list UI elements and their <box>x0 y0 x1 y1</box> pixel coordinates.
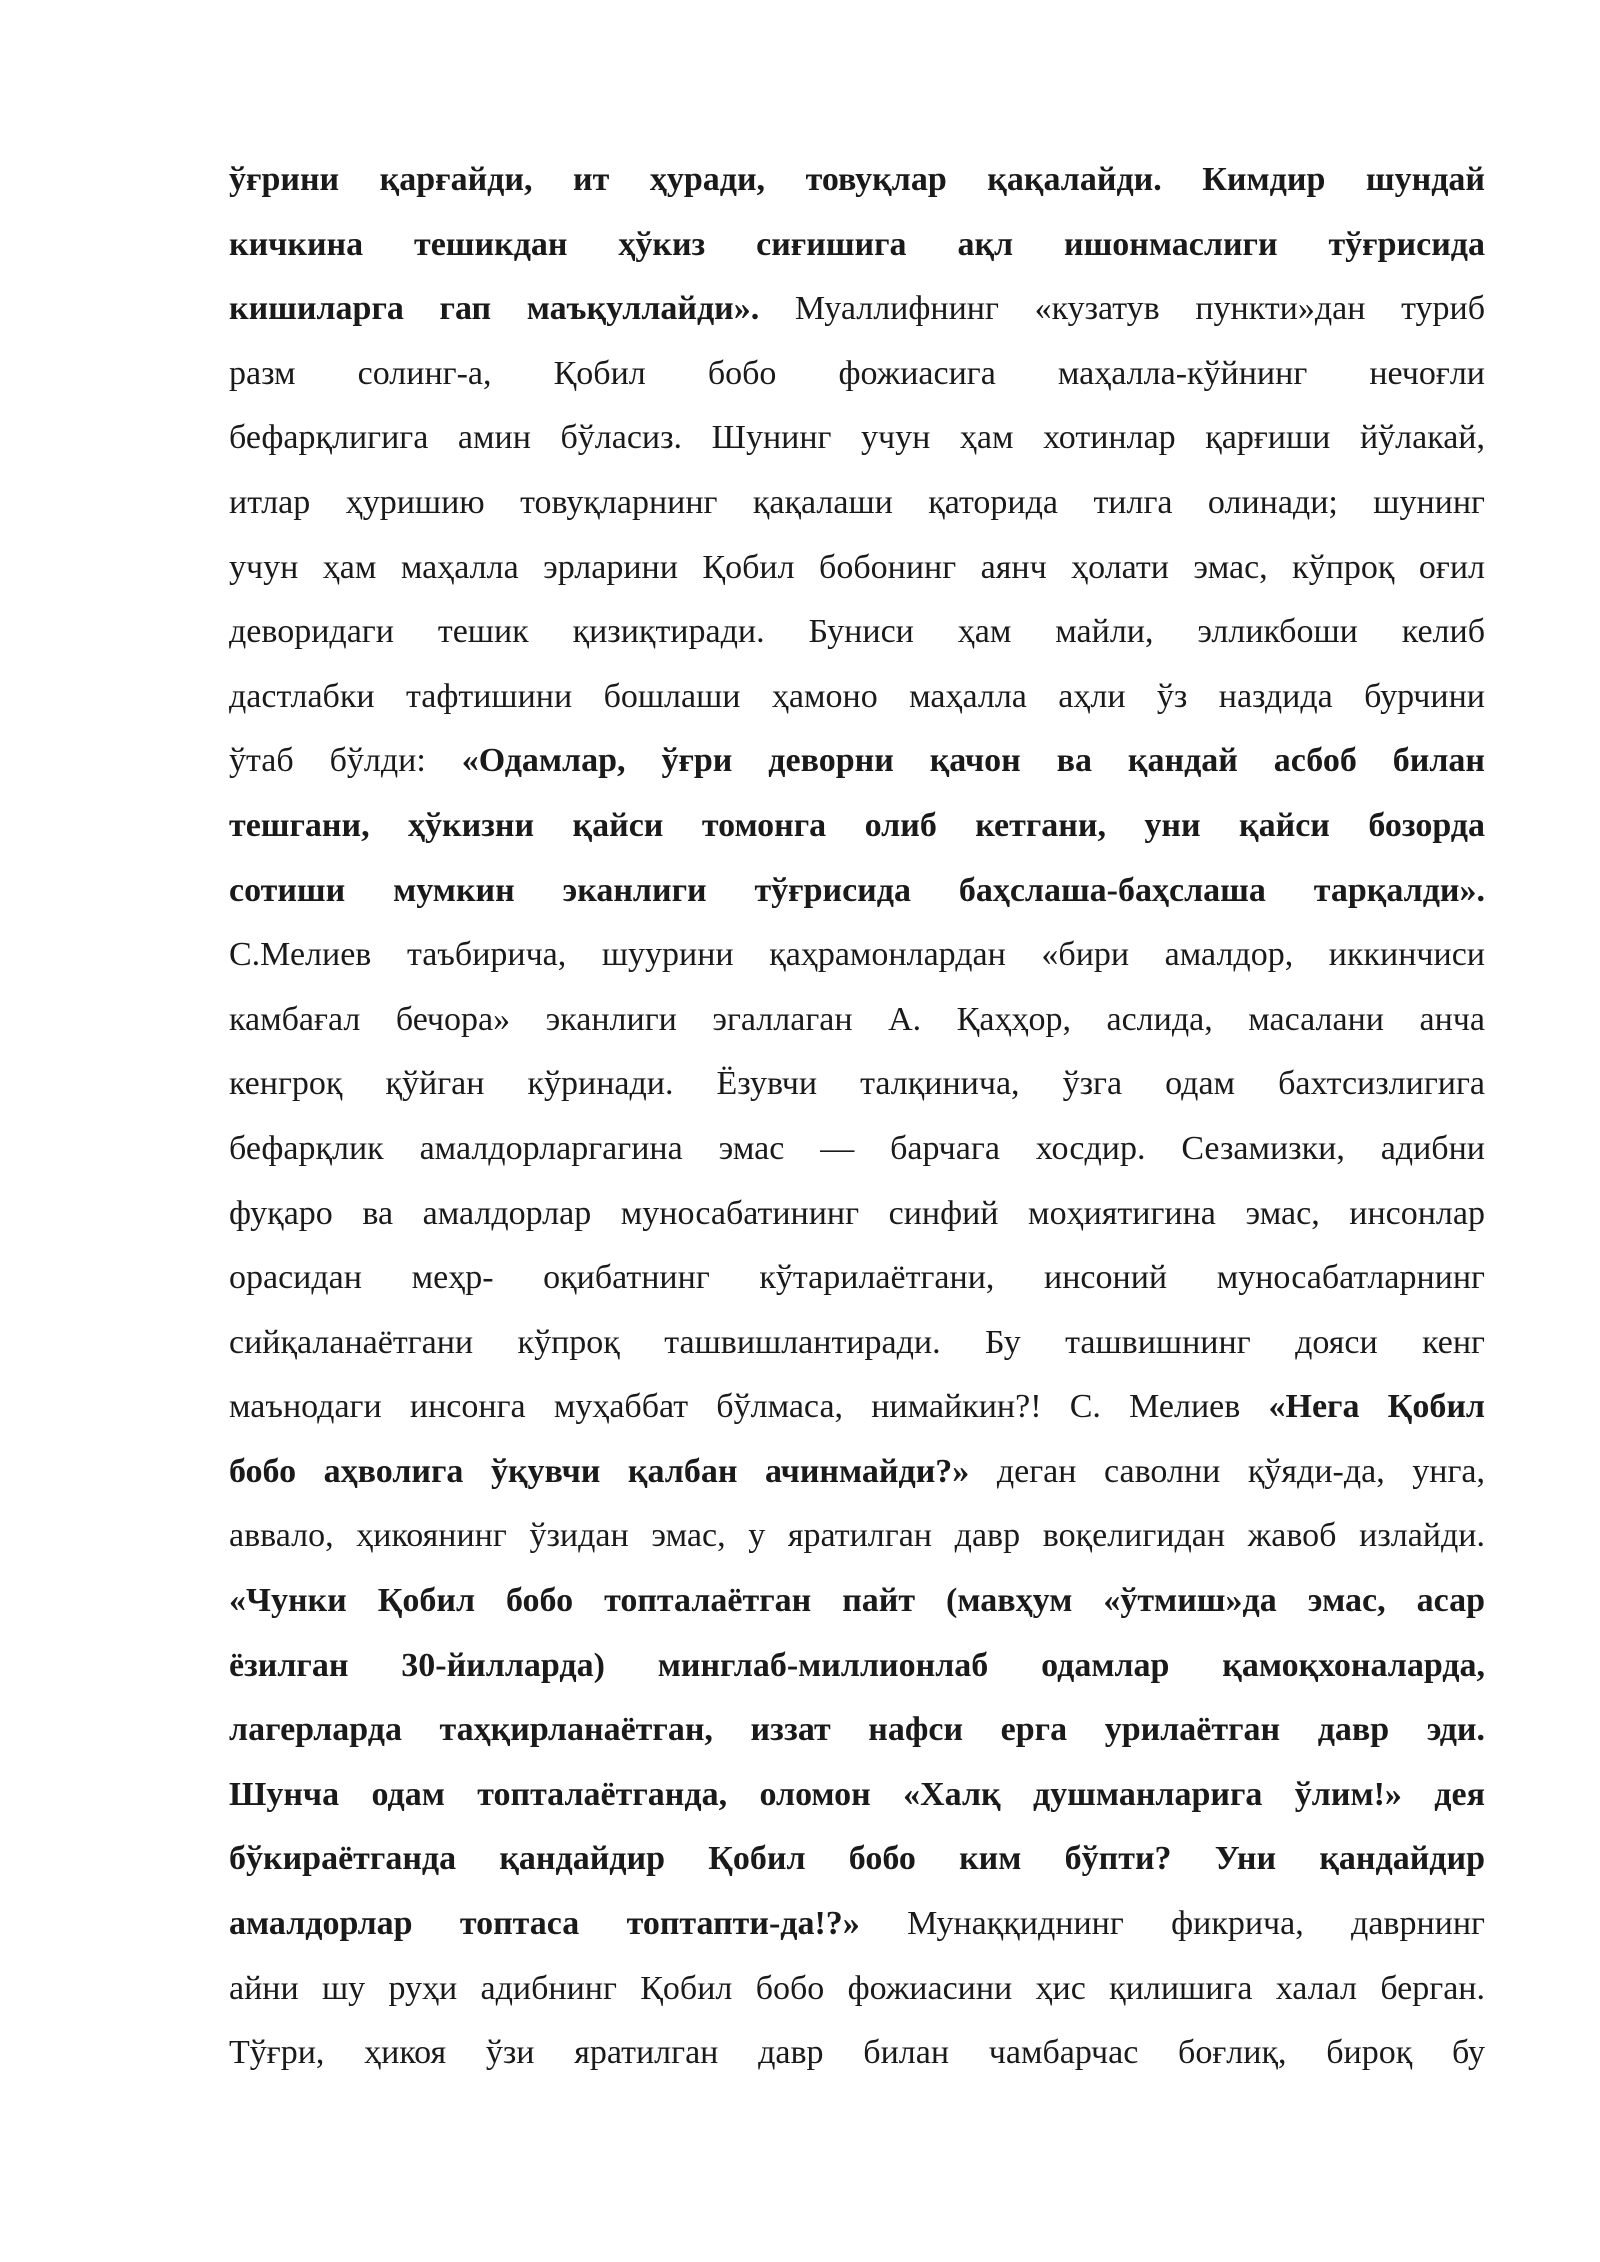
text-segment: деган саволни қўяди-да, унга, <box>969 1452 1485 1490</box>
bold-quote-segment: амалдорлар топтаса топтапти-да!?» <box>229 1905 860 1943</box>
text-line <box>229 1246 1485 1311</box>
text-segment: ўтаб бўлди: <box>229 742 462 780</box>
text-segment: маънодаги инсонга муҳаббат бўлмаса, нимайкин?! С. Мелиев <box>229 1388 1269 1426</box>
text-segment: Мунаққиднинг фикрича, даврнинг <box>859 1905 1485 1943</box>
text-line <box>229 859 1485 924</box>
text-line <box>229 1957 1485 2022</box>
text-line <box>229 1117 1485 1182</box>
text-line <box>229 988 1485 1053</box>
text-line <box>229 1698 1485 1763</box>
text-line <box>229 1504 1485 1569</box>
text-segment: итлар ҳуришию товуқларнинг қақалаши қаторида тилга олинади; шунинг <box>229 483 1485 521</box>
bold-quote-segment: тешгани, ҳўкизни қайси томонга олиб кетгани, уни қайси бозорда <box>229 806 1485 844</box>
text-line <box>229 1763 1485 1828</box>
text-line <box>229 729 1485 794</box>
text-segment: айни шу руҳи адибнинг Қобил бобо фожиасини ҳис қилишига халал берган. <box>229 1969 1485 2007</box>
text-line <box>229 471 1485 536</box>
text-line <box>229 1375 1485 1440</box>
text-line <box>229 923 1485 988</box>
text-line <box>229 794 1485 859</box>
text-line <box>229 277 1485 342</box>
text-line <box>229 2021 1485 2086</box>
bold-quote-segment: ёзилган 30-йилларда) минглаб-миллионлаб одамлар қамоқхоналарда, <box>229 1646 1485 1684</box>
bold-quote-segment: «Одамлар, ўғри деворни қачон ва қандай асбоб билан <box>461 742 1485 780</box>
text-line <box>229 1182 1485 1247</box>
text-line <box>229 1892 1485 1957</box>
bold-quote-segment: «Нега Қобил <box>1268 1388 1485 1426</box>
text-line <box>229 342 1485 407</box>
text-segment: разм солинг-а, Қобил бобо фожиасига маҳалла-кўйнинг нечоғли <box>229 354 1485 392</box>
bold-quote-segment: кичкина тешикдан ҳўкиз сиғишига ақл ишонмаслиги тўғрисида <box>229 225 1485 263</box>
text-segment: дастлабки тафтишини бошлаши ҳамоно маҳалла аҳли ўз наздида бурчини <box>229 677 1485 715</box>
bold-quote-segment: бўкираётганда қандайдир Қобил бобо ким бўпти? Уни қандайдир <box>229 1840 1485 1878</box>
bold-quote-segment: ўғрини қарғайди, ит ҳуради, товуқлар қақалайди. Кимдир шундай <box>229 161 1485 198</box>
bold-quote-segment: «Чунки Қобил бобо топталаётган пайт (мавҳум «ўтмиш»да эмас, асар <box>229 1582 1485 1620</box>
text-line <box>229 1311 1485 1376</box>
text-line <box>229 1634 1485 1699</box>
text-segment: Тўғри, ҳикоя ўзи яратилган давр билан чамбарчас боғлиқ, бироқ бу <box>229 2034 1485 2072</box>
text-line <box>229 406 1485 471</box>
text-segment: бефарқлигига амин бўласиз. Шунинг учун ҳам хотинлар қарғиши йўлакай, <box>229 419 1485 457</box>
bold-quote-segment: лагерларда таҳқирланаётган, иззат нафси ерга урилаётган давр эди. <box>229 1711 1485 1749</box>
text-segment: Муаллифнинг «кузатув пункти»дан туриб <box>759 290 1485 328</box>
text-line <box>229 1052 1485 1117</box>
bold-quote-segment: бобо аҳволига ўқувчи қалбан ачинмайди?» <box>229 1452 970 1490</box>
text-line <box>229 1569 1485 1634</box>
text-segment: кенгроқ қўйган кўринади. Ёзувчи талқинича, ўзга одам бахтсизлигига <box>229 1065 1485 1103</box>
text-line <box>229 213 1485 278</box>
text-segment: сийқаланаётгани кўпроқ ташвишлантиради. Бу ташвишнинг дояси кенг <box>229 1323 1485 1361</box>
bold-quote-segment: сотиши мумкин эканлиги тўғрисида баҳслаша-баҳслаша тарқалди». <box>229 871 1485 909</box>
body-text <box>229 148 1485 2086</box>
text-segment: фуқаро ва амалдорлар муносабатининг синфий моҳиятигина эмас, инсонлар <box>229 1194 1485 1232</box>
text-line <box>229 1440 1485 1505</box>
bold-quote-segment: кишиларга гап маъқуллайди». <box>229 290 760 328</box>
text-segment: бефарқлик амалдорларгагина эмас — барчага хосдир. Сезамизки, адибни <box>229 1129 1485 1167</box>
text-line <box>229 148 1485 213</box>
bold-quote-segment: Шунча одам топталаётганда, оломон «Халқ душманларига ўлим!» дея <box>229 1775 1485 1813</box>
text-line <box>229 536 1485 601</box>
text-line <box>229 600 1485 665</box>
text-segment: деворидаги тешик қизиқтиради. Буниси ҳам майли, элликбоши келиб <box>229 613 1485 651</box>
text-segment: орасидан меҳр- оқибатнинг кўтарилаётгани, инсоний муносабатларнинг <box>229 1259 1485 1297</box>
text-line <box>229 665 1485 730</box>
text-line <box>229 1827 1485 1892</box>
text-segment: аввало, ҳикоянинг ўзидан эмас, у яратилган давр воқелигидан жавоб излайди. <box>229 1517 1485 1555</box>
text-segment: С.Мелиев таъбирича, шуурини қаҳрамонлардан «бири амалдор, иккинчиси <box>229 936 1485 974</box>
text-segment: камбағал бечора» эканлиги эгаллаган А. Қаҳҳор, аслида, масалани анча <box>229 1000 1485 1038</box>
text-segment: учун ҳам маҳалла эрларини Қобил бобонинг аянч ҳолати эмас, кўпроқ оғил <box>229 548 1485 586</box>
